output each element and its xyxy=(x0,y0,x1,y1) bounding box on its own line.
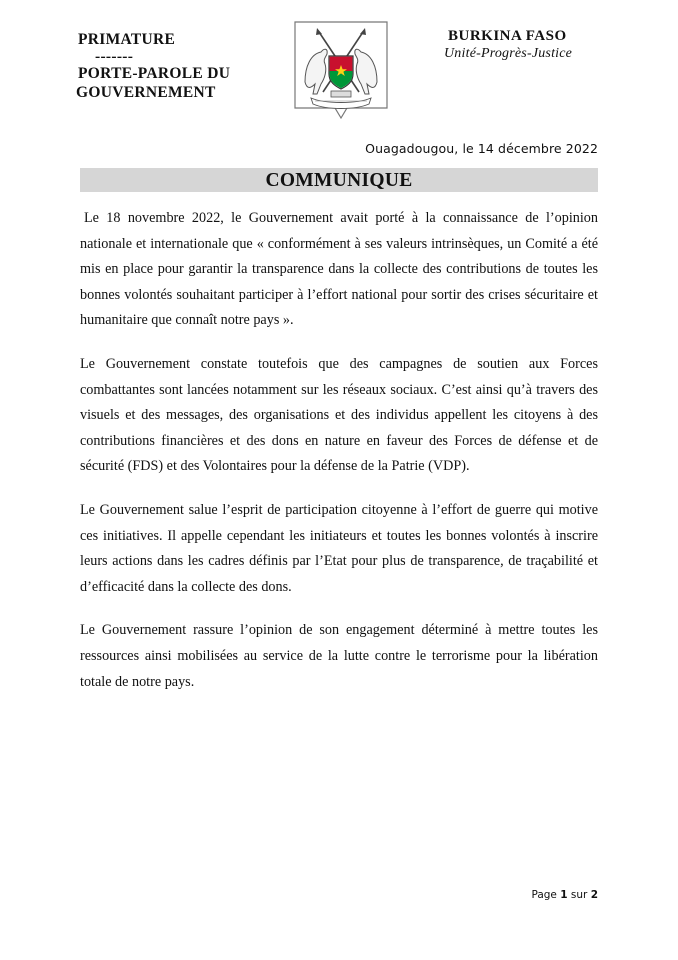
body-paragraph: Le Gouvernement constate toutefois que des campagnes de soutien aux Forces combattantes sont lancées notamment sur les réseaux sociaux. C’est ainsi qu’à travers des visuels et des messages, des organisations et des individus appellent les citoyens à des contributions financières et des dons en nature en faveur des Forces de défense et de sécurité (FDS) et des Volontaires pour la défense de la Patrie (VDP). xyxy=(80,355,598,475)
country-name: BURKINA FASO xyxy=(448,28,567,44)
country-block xyxy=(444,27,644,63)
body-paragraph: Le 18 novembre 2022, le Gouvernement avait porté à la connaissance de l’opinion nationale et internationale que « conformément à ses valeurs intrinsèques, un Comité a été mis en place pour garantir la transparence dans la collecte des contributions de toutes les bonnes volontés souhaitant participer à l’effort national pour sortir des crises sécuritaire et humanitaire que connaît notre pays ». xyxy=(80,210,598,329)
page-current: 1 xyxy=(560,889,568,901)
body-paragraph: Le Gouvernement salue l’esprit de participation citoyenne à l’effort de guerre qui motive ces initiatives. Il appelle cependant les initiateurs et toutes les bonnes volontés à inscrire leurs actions dans les cadres définis par l’Etat pour plus de transparence, de traçabilité et d’efficacité dans la collecte des dons. xyxy=(80,501,598,595)
document-title: COMMUNIQUE xyxy=(265,170,413,191)
page-total: 2 xyxy=(590,889,598,901)
coat-of-arms-icon xyxy=(291,18,391,124)
page-prefix: Page xyxy=(531,889,557,901)
country-motto: Unité-Progrès-Justice xyxy=(444,46,573,61)
place-date: Ouagadougou, le 14 décembre 2022 xyxy=(365,141,598,156)
body-paragraph: Le Gouvernement rassure l’opinion de son engagement déterminé à mettre toutes les ressources ainsi mobilisées au service de la lutte contre le terrorisme pour la libération totale de notre pays. xyxy=(80,622,598,690)
issuer-office-line1: PORTE-PAROLE DU xyxy=(78,65,231,82)
issuer-primature: PRIMATURE xyxy=(78,31,176,48)
communique-body xyxy=(80,206,598,713)
page-sur: sur xyxy=(570,889,588,901)
issuer-block xyxy=(78,30,268,102)
issuer-separator: ------- xyxy=(95,48,134,65)
issuer-office-line2: GOUVERNEMENT xyxy=(76,84,216,101)
page-number xyxy=(470,889,598,901)
title-banner xyxy=(80,168,598,192)
